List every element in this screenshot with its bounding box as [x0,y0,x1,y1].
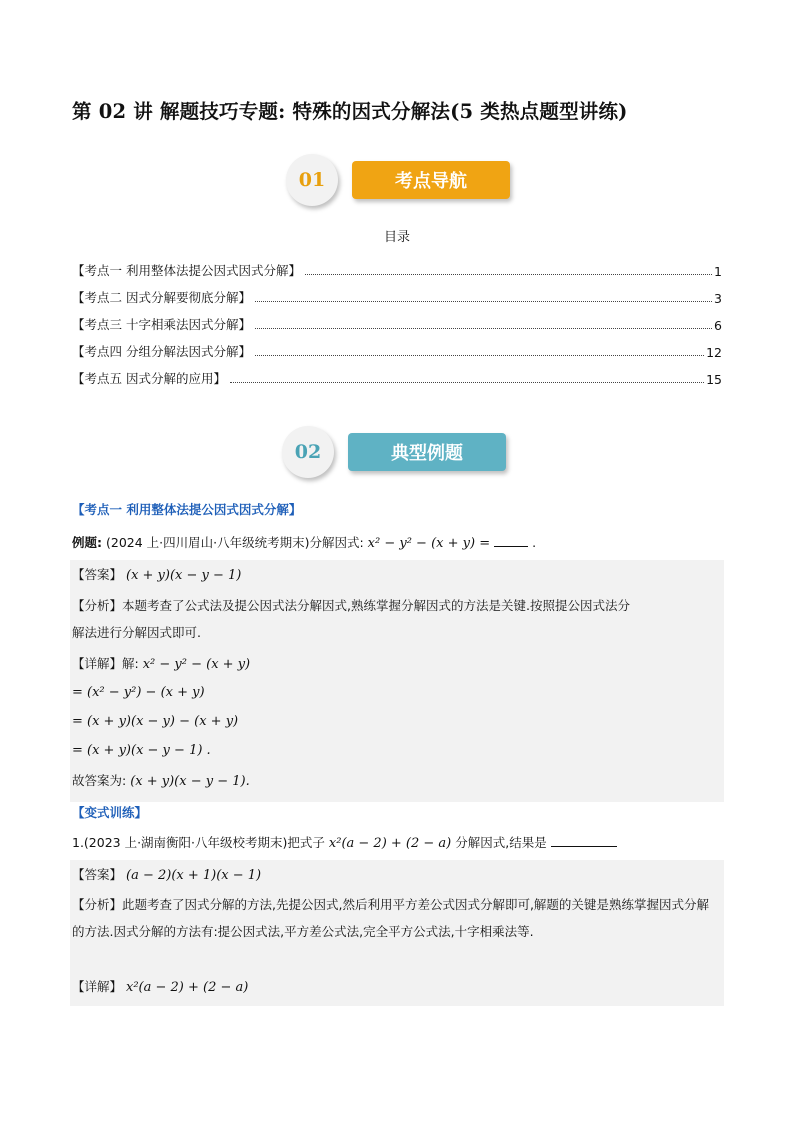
example-label: 例题: [72,535,102,550]
analysis-paragraph [72,592,724,646]
toc-item[interactable] [72,279,722,306]
toc-item[interactable] [72,360,722,387]
step-expression: = (x + y)(x − y) − (x + y) [72,714,239,729]
detail-label: 【详解】 [72,979,123,994]
question-1 [72,833,724,851]
conclusion-line [72,771,724,789]
toc-item-page: 15 [706,372,722,387]
step-expression: = (x² − y²) − (x + y) [72,685,205,700]
answer-label: 【答案】 [72,867,123,882]
answer-label: 【答案】 [72,567,123,582]
example-question: 例题: (2024 上·四川眉山·八年级统考期末)分解因式: x² − y² − (x + y) = . [72,535,537,551]
example-source: (2024 上·四川眉山·八年级统考期末)分解因式: [105,535,364,550]
banner-number-circle [282,426,334,478]
toc-item-page: 3 [714,291,722,306]
toc-leader [255,328,712,329]
toc-item-label: 【考点一 利用整体法提公因式因式分解】 [72,263,301,278]
answer-blank [551,846,617,847]
analysis-paragraph [72,891,720,945]
toc-item[interactable] [72,333,722,360]
toc-item-page: 1 [714,264,722,279]
step-expression: = (x + y)(x − y − 1) . [72,743,211,758]
detail-line [72,654,724,672]
example-expression: x² − y² − (x + y) = [367,536,491,551]
solution-step [72,684,724,700]
question-prefix: 1.(2023 上·湖南衡阳·八年级校考期末)把式子 [72,835,325,850]
toc-item-label: 【考点四 分组分解法因式分解】 [72,344,251,359]
toc-item[interactable] [72,252,722,279]
banner-number: 02 [294,441,322,463]
answer-line [72,865,724,883]
detail-line [72,977,724,995]
answer-line [72,565,724,583]
solution-step [72,742,724,758]
detail-label: 【详解】 [72,656,123,671]
question-expression: x²(a − 2) + (2 − a) [328,836,452,851]
section-heading: 【考点一 利用整体法提公因式因式分解】 [72,502,302,517]
banner-number-circle [286,154,338,206]
analysis-label: 【分析】 [72,897,123,912]
answer-expression: (a − 2)(x + 1)(x − 1) [126,868,262,883]
toc-item-page: 6 [714,318,722,333]
toc-item-label: 【考点三 十字相乘法因式分解】 [72,317,251,332]
question-suffix: 分解因式,结果是 [455,835,547,850]
banner-number: 01 [298,169,326,191]
answer-blank [494,546,528,547]
analysis-text: 本题考查了公式法及提公因式法分解因式,熟练掌握分解因式的方法是关键.按照提公因式法分 [122,598,630,613]
conclusion-expression: (x + y)(x − y − 1). [130,774,250,789]
toc-leader [305,274,712,275]
toc-item-label: 【考点五 因式分解的应用】 [72,371,226,386]
analysis-label: 【分析】 [72,598,123,613]
answer-expression: (x + y)(x − y − 1) [126,568,242,583]
toc-leader [230,382,704,383]
solution-step [72,713,724,729]
detail-prefix: 解: [122,656,139,671]
page-title: 第 02 讲 解题技巧专题: 特殊的因式分解法(5 类热点题型讲练) [72,100,628,123]
table-of-contents [72,252,722,387]
conclusion-prefix: 故答案为: [72,773,127,788]
banner-label: 考点导航 [352,161,510,199]
detail-expression: x²(a − 2) + (2 − a) [126,980,249,995]
toc-item[interactable] [72,306,722,333]
detail-expression: x² − y² − (x + y) [142,657,251,672]
section-banner-nav [286,154,510,208]
section-banner-examples [282,426,506,480]
analysis-text: 解法进行分解因式即可. [72,625,201,640]
toc-item-page: 12 [706,345,722,360]
toc-leader [255,301,712,302]
toc-heading: 目录 [383,230,410,245]
toc-item-label: 【考点二 因式分解要彻底分解】 [72,290,251,305]
banner-label: 典型例题 [348,433,506,471]
analysis-text: 此题考查了因式分解的方法,先提公因式,然后利用平方差公式因式分解即可,解题的关键是熟练掌握因式分解的方法.因式分解的方法有:提公因式法,平方差公式法,完全平方公式法,十字相乘法等. [72,897,709,939]
toc-leader [255,355,704,356]
variant-training-label: 【变式训练】 [72,805,148,820]
